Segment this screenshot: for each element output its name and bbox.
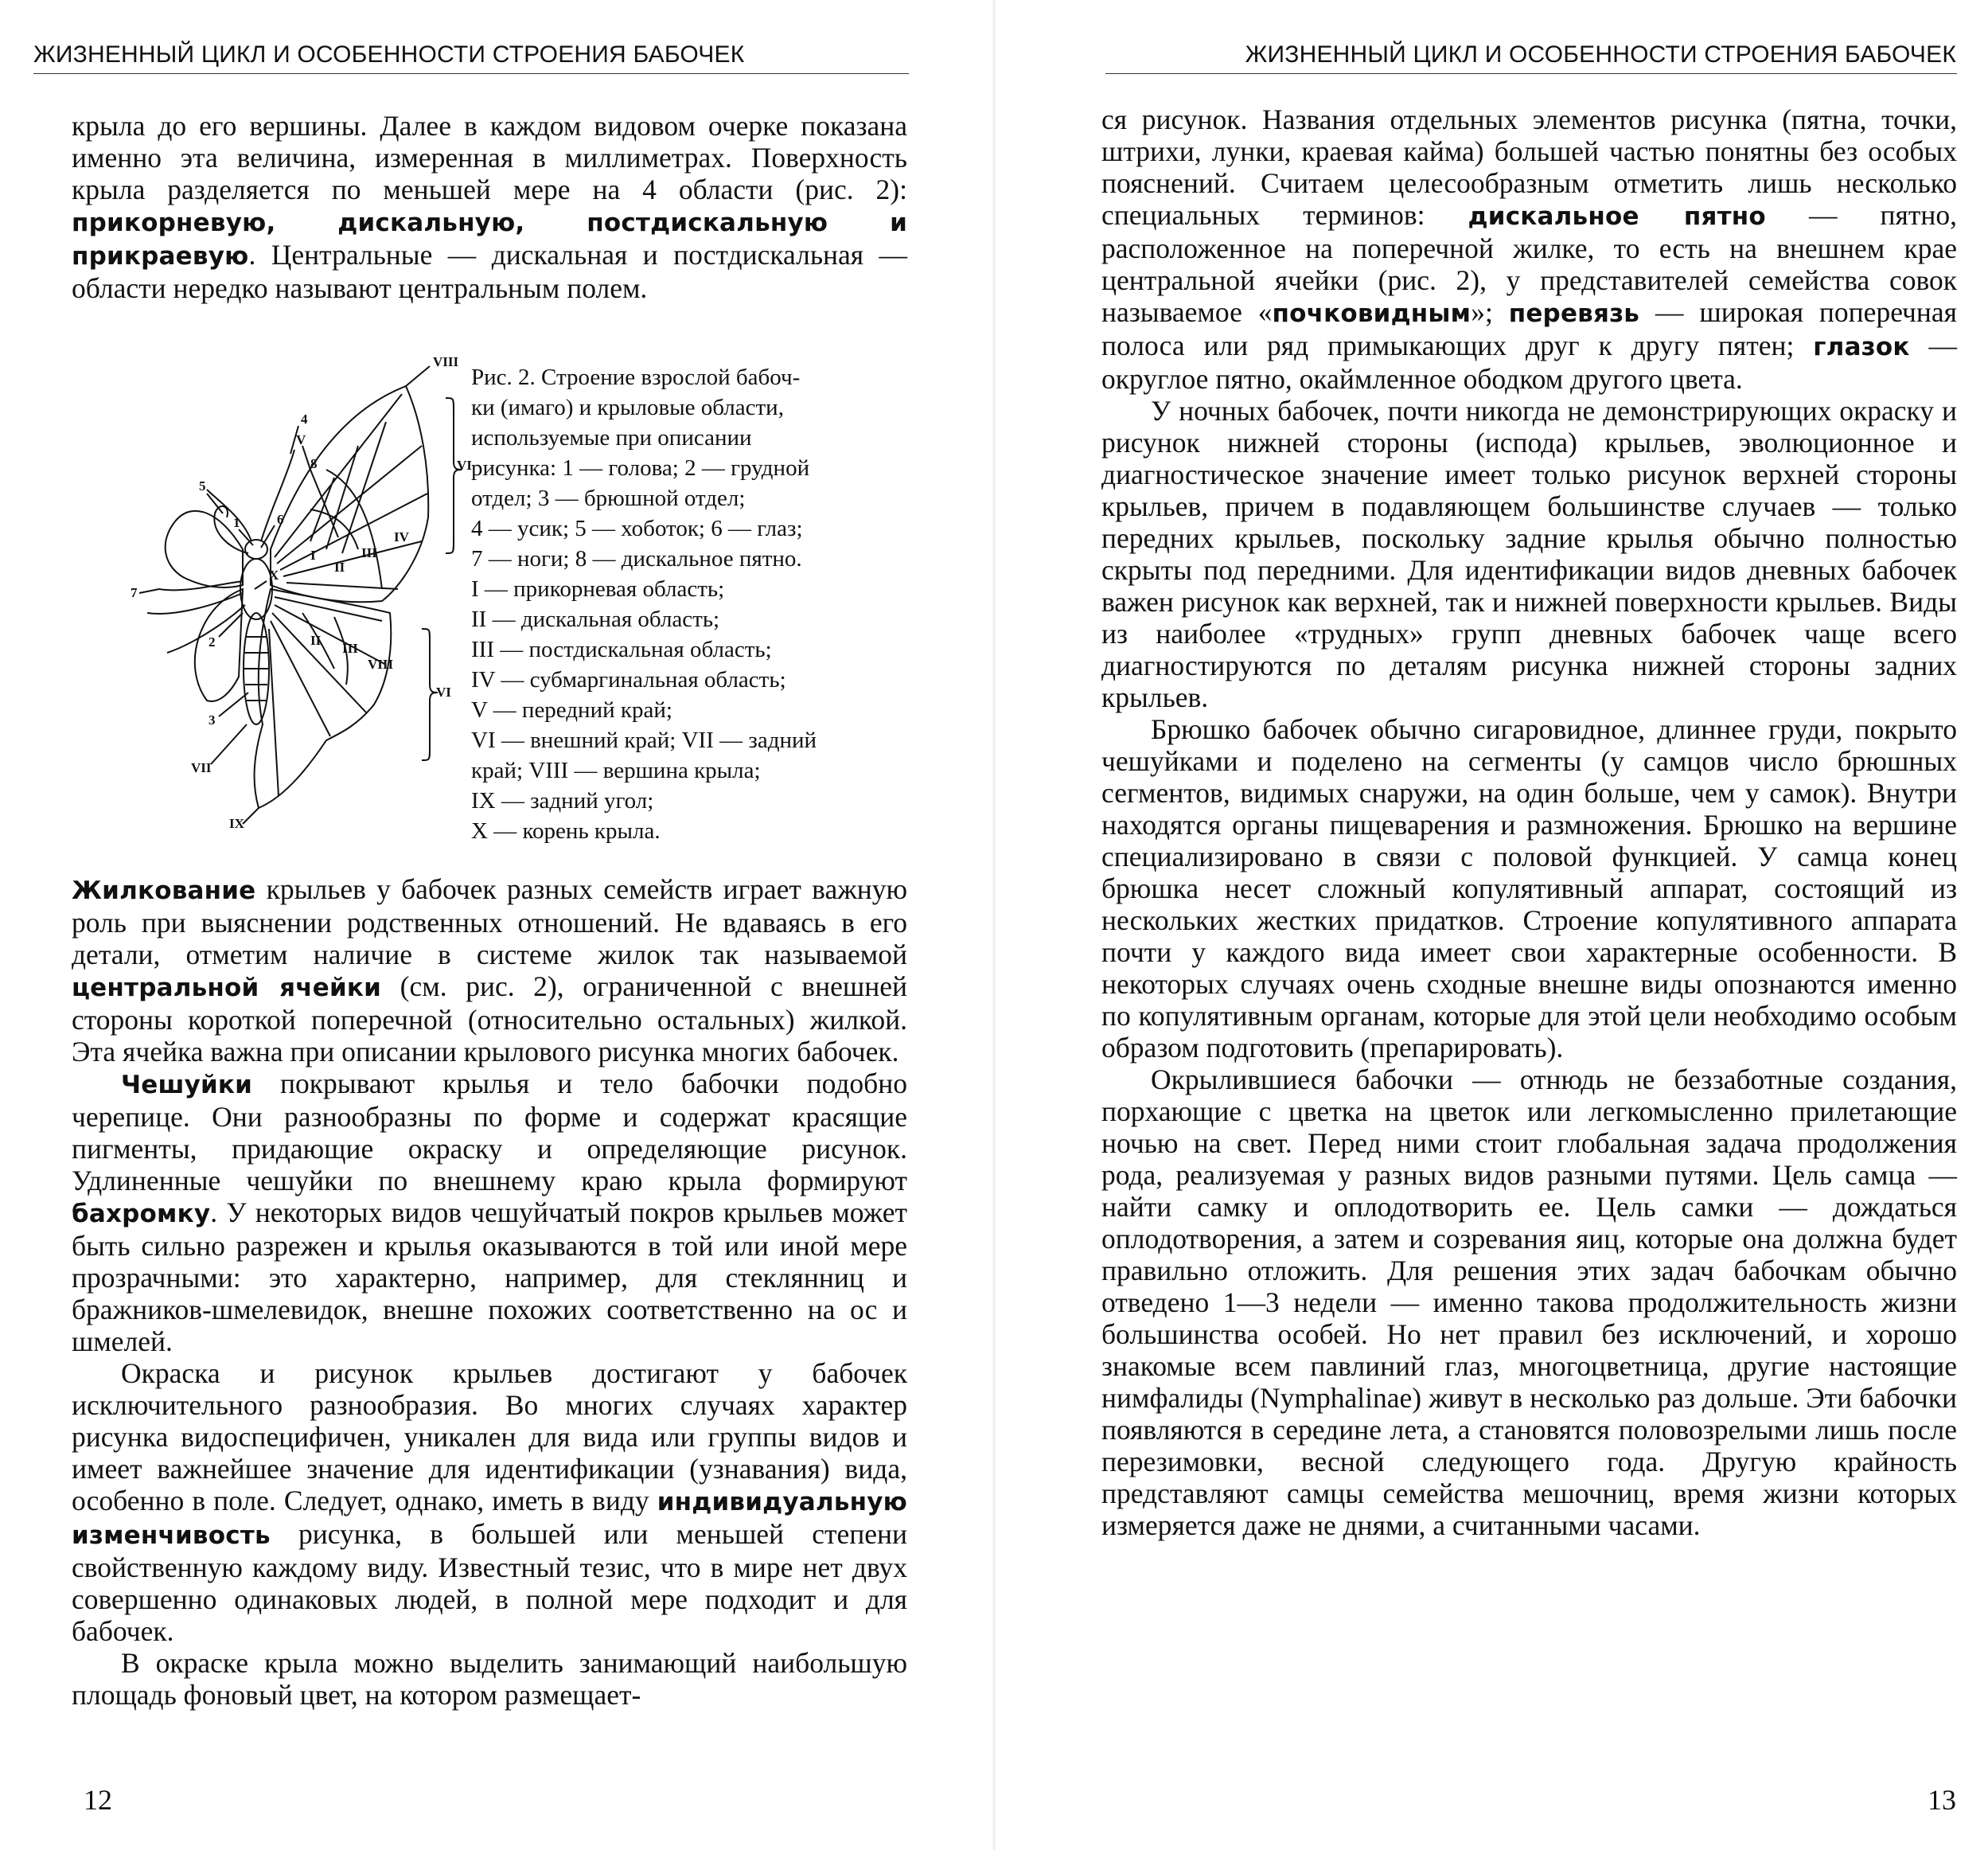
label-i: I [310, 548, 316, 563]
term-bold: индивидуальную изменчивость [72, 1488, 907, 1550]
thorax [240, 559, 272, 619]
text-run: . Центральные — дискальная и постдискальная — области нередко называют центральным полем. [72, 239, 907, 304]
running-head: ЖИЗНЕННЫЙ ЦИКЛ И ОСОБЕННОСТИ СТРОЕНИЯ БАБОЧЕК [33, 41, 745, 68]
text-run: — широкая поперечная полоса или ряд примыкающих друг к другу пятен; [1101, 296, 1957, 361]
hindwing-outline [255, 589, 392, 808]
caption-line: рисунка: 1 — голова; 2 — грудной [471, 455, 810, 481]
forewing-outline [271, 386, 428, 602]
label-ix: IX [229, 816, 244, 831]
paragraph [72, 110, 907, 304]
paragraph [1101, 1064, 1957, 1541]
text-run: Окрылившиеся бабочки — отнюдь не беззаботные создания, порхающие с цветка на цветок или легкомысленно прилетающие ночью на свет. Перед ними стоит глобальная задача продолжения рода, реализуемая у разных видов разными путями. Цель самца — найти самку и оплодотворить ее. Цель самки — дождаться оплодотворения, а затем и созревания яиц, которые она должна будет правильно отложить. Для решения этих задач бабочкам обычно отведено 1—3 недели — именно такова продолжительность жизни большинства особей. Но нет правил без исключений, и хорошо знакомые всем павлиний глаз, многоцветница, другие настоящие нимфалиды (Nymphalinae) живут в несколько раз дольше. Эти бабочки появляются в середине лета, а становятся половозрелыми лишь после перезимовки, весной следующего года. Другую крайность представляют самцы семейства мешочниц, время жизни которых измеряется даже не днями, а считанными часами. [1101, 1064, 1957, 1541]
label-3: 3 [209, 712, 216, 728]
caption-line: край; VIII — вершина крыла; [471, 758, 761, 783]
label-x: X [269, 568, 279, 583]
caption-line: X — корень крыла. [471, 818, 661, 844]
caption-line: II — дискальная область; [471, 607, 720, 632]
left-forewing-outline [166, 511, 243, 587]
brace-vi-upper [446, 398, 462, 553]
text-block-top [72, 110, 907, 304]
hindwing-veins [269, 597, 386, 796]
caption-line: ки (имаго) и крыловые области, [471, 395, 784, 420]
header-rule [1105, 73, 1957, 74]
text-run: »; [1471, 296, 1509, 328]
paragraph [1101, 103, 1957, 395]
label-vii: VII [191, 760, 212, 775]
label-1: 1 [233, 515, 240, 530]
figure-caption [471, 362, 901, 846]
brace-vi-lower [422, 629, 438, 760]
caption-line: IX — задний угол; [471, 788, 654, 814]
term-bold: дискальное пятно [1468, 202, 1766, 231]
text-run: крыльев у бабочек разных семейств играет важную роль при выяснении родственных отношений. Не вдаваясь в его детали, отметим наличие в системе жилок так называемой [72, 873, 907, 970]
term-bold: прикорневую, дискальную, постдискальную и прикраевую [72, 209, 907, 271]
label-v: V [296, 432, 306, 447]
caption-line: используемые при описании [471, 425, 752, 451]
butterfly-structure-figure [72, 350, 472, 831]
left-hindwing-outline [195, 589, 243, 701]
leader-7 [139, 589, 159, 593]
label-iii-hind: III [342, 641, 358, 656]
leader-x [255, 581, 267, 589]
text-block-main [1101, 103, 1957, 1541]
text-run: ся рисунок. Названия отдельных элементов рисунка (пятна, точки, штрихи, лунки, краевая кайма) большей частью понятны без особых пояснений. Считаем целесообразным отметить лишь несколько специальных терминов: [1101, 103, 1957, 231]
text-block-bottom [72, 873, 907, 1711]
paragraph [72, 1067, 907, 1357]
text-run: . У некоторых видов чешуйчатый покров крыльев может быть сильно разрежен и крылья оказываются в той или иной мере прозрачными: это характерно, например, для стеклянниц и бражников-шмелевидок, внешне похожих соответственно на ос и шмелей. [72, 1196, 907, 1357]
butterfly-diagram [72, 350, 472, 831]
leader-viii [406, 366, 430, 386]
label-ii-hind: II [310, 633, 322, 648]
term-bold: Жилкование [72, 876, 256, 905]
abdomen-segments [244, 637, 268, 701]
page-number: 13 [1928, 1784, 1956, 1816]
label-6: 6 [277, 512, 284, 527]
text-run: (см. рис. 2), ограниченной с внешней стороны короткой поперечной (относительно остальных) жилкой. Эта ячейка важна при описании крылового рисунка многих бабочек. [72, 970, 907, 1067]
paragraph [1101, 395, 1957, 713]
label-vi-upper: VI [457, 458, 472, 473]
caption-line: Рис. 2. Строение взрослой бабоч- [471, 365, 801, 390]
label-5: 5 [199, 478, 206, 494]
paragraph [72, 873, 907, 1067]
term-bold: Чешуйки [121, 1071, 253, 1099]
running-head: ЖИЗНЕННЫЙ ЦИКЛ И ОСОБЕННОСТИ СТРОЕНИЯ БАБОЧЕК [1245, 41, 1956, 68]
label-4: 4 [301, 412, 308, 427]
label-ii: II [334, 560, 345, 575]
text-run: покрывают крылья и тело бабочки подобно черепице. Они разнообразны по форме и содержат красящие пигменты, придающие окраску и определяющие рисунок. Удлиненные чешуйки по внешнему краю крыла формируют [72, 1067, 907, 1196]
text-run: — округлое пятно, окаймленное ободком другого цвета. [1101, 330, 1958, 395]
label-vi-lower: VI [436, 685, 451, 700]
label-viii: VIII [433, 354, 459, 369]
label-7: 7 [131, 585, 138, 600]
text-run: Окраска и рисунок крыльев достигают у бабочек исключительного разнообразия. Во многих случаях характер рисунка видоспецифичен, уникален для вида или группы видов и имеет важнейшее значение для идентификации (узнавания) вида, особенно в поле. Следует, однако, иметь в виду [72, 1357, 907, 1516]
term-bold: центральной ячейки [72, 974, 382, 1002]
leader-vii [211, 724, 247, 764]
text-run: В окраске крыла можно выделить занимающий наибольшую площадь фоновый цвет, на котором размещает- [72, 1647, 907, 1711]
text-run: Брюшко бабочек обычно сигаровидное, длиннее груди, покрыто чешуйками и поделено на сегменты (у самцов число брюшных сегментов, видимых снаружи, на один больше, чем у самок). Внутри находятся органы пищеварения и размножения. Брюшко на вершине специализировано в связи с половой функцией. У самца конец брюшка несет сложный копулятивный аппарат, состоящий из нескольких жестких придатков. Строение копулятивного аппарата почти у каждого вида имеет свои характерные особенности. В некоторых случаях очень сходные внешне виды опознаются именно по копулятивным органам, которые для этой цели необходимо особым образом подготовить (препарировать). [1101, 713, 1957, 1064]
caption-line: VI — внешний край; VII — задний [471, 728, 817, 753]
right-page [994, 0, 1988, 1850]
term-bold: бахромку [72, 1200, 211, 1228]
paragraph [72, 1647, 907, 1711]
text-run: У ночных бабочек, почти никогда не демонстрирующих окраску и рисунок нижней стороны (исподa) крыльев, эволюционное и диагностическое значение имеет только рисунок верхней стороны крыльев, причем в подавляющем большинстве случаев — только передних крыльев, поскольку задние крылья обычно полностью скрыты под передними. Для идентификации видов дневных бабочек важен рисунок как верхней, так и нижней поверхности крыльев. Виды из наиболее «трудных» групп дневных бабочек чаще всего диагностируются по деталям рисунка нижней стороны задних крыльев. [1101, 395, 1957, 713]
leader-ix [243, 808, 259, 824]
term-bold: перевязь [1508, 299, 1640, 328]
leader-v [302, 446, 310, 470]
caption-line: 4 — усик; 5 — хоботок; 6 — глаз; [471, 516, 803, 541]
caption-line: III — постдискальная область; [471, 637, 772, 662]
caption-line: V — передний край; [471, 697, 672, 723]
caption-line: 7 — ноги; 8 — дискальное пятно. [471, 546, 802, 572]
label-iv: IV [394, 529, 409, 544]
header-rule [33, 73, 909, 74]
label-iii: III [361, 545, 377, 560]
label-viii-hind: VIII [368, 657, 394, 672]
proboscis [214, 506, 248, 553]
leader-1 [239, 529, 253, 545]
page-number: 12 [84, 1784, 112, 1816]
term-bold: почковидным [1272, 299, 1472, 328]
text-run: рисунка, в большей или меньшей степени свойственную каждому виду. Известный тезис, что в мире нет двух совершенно одинаковых людей, в полной мере подходит и для бабочек. [72, 1518, 907, 1647]
paragraph [1101, 713, 1957, 1064]
caption-line: отдел; 3 — брюшной отдел; [471, 486, 746, 511]
antenna [207, 450, 294, 541]
caption-line: IV — субмаргинальная область; [471, 667, 786, 693]
paragraph [72, 1357, 907, 1647]
term-bold: глазок [1813, 333, 1910, 361]
text-run: — пятно, расположенное на поперечной жилке, то есть на внешнем крае центральной ячейки (рис. 2), у представителей семейства совок называемое « [1101, 199, 1957, 328]
text-run: крыла до его вершины. Далее в каждом видовом очерке показана именно эта величина, измеренная в миллиметрах. Поверхность крыла разделяется по меньшей мере на 4 области (рис. 2): [72, 110, 907, 205]
label-2: 2 [209, 634, 216, 650]
legs [147, 581, 245, 653]
label-8: 8 [310, 456, 318, 471]
caption-line: I — прикорневая область; [471, 576, 725, 602]
